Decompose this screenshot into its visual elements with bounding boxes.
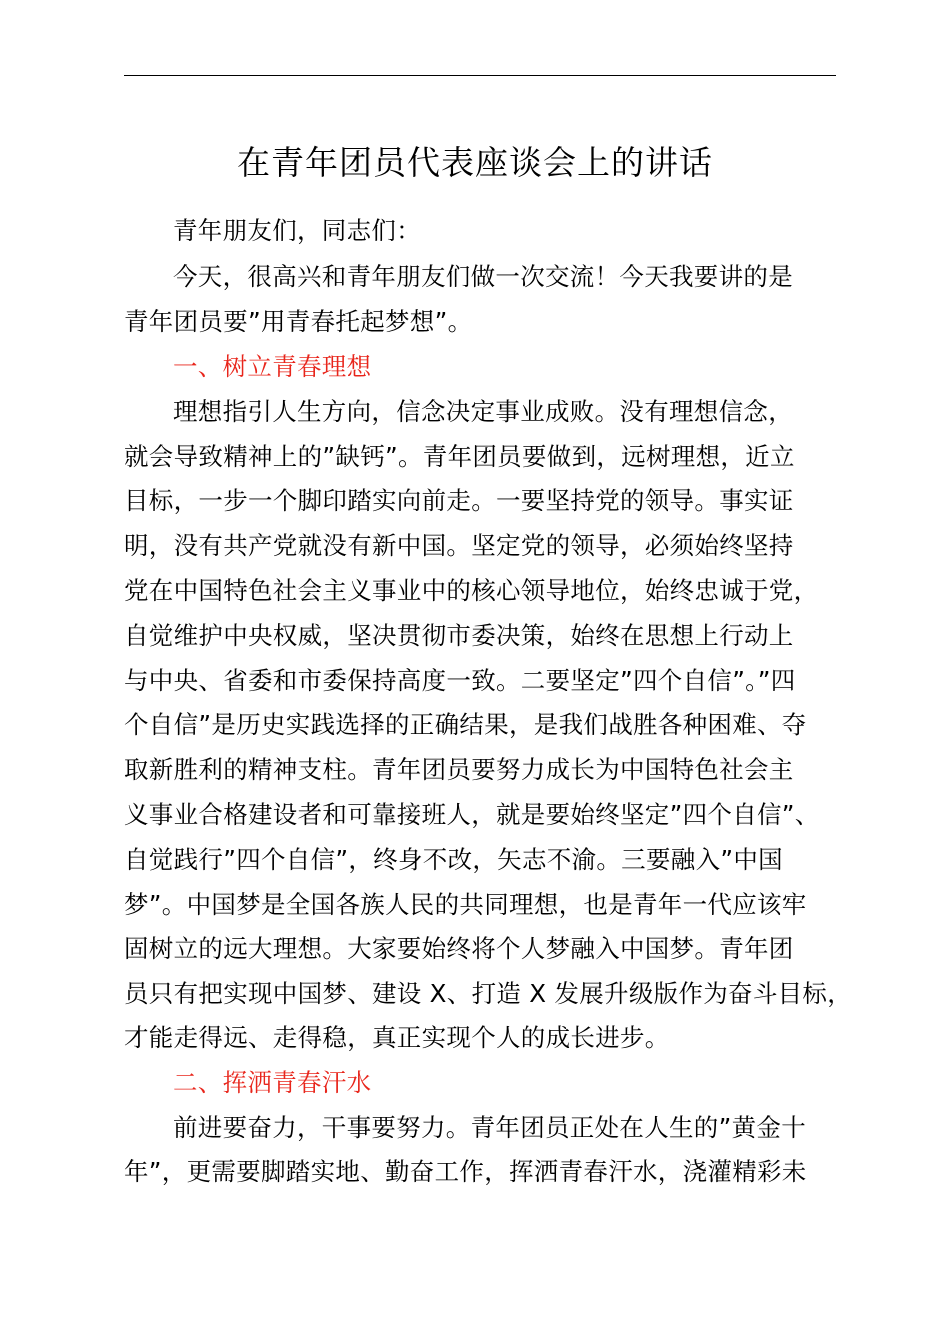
paragraph-line: 目标，一步一个脚印踏实向前走。一要坚持党的领导。事实证 (124, 486, 794, 515)
paragraph-line: 固树立的远大理想。大家要始终将个人梦融入中国梦。青年团 (124, 934, 794, 963)
paragraph-line: 理想指引人生方向，信念决定事业成败。没有理想信念， (173, 397, 793, 426)
paragraph-line: 前进要奋力，干事要努力。青年团员正处在人生的”黄金十 (173, 1113, 806, 1142)
document-title: 在青年团员代表座谈会上的讲话 (237, 143, 713, 182)
paragraph-line: 与中央、省委和市委保持高度一致。二要坚定”四个自信”。”四 (124, 666, 796, 695)
paragraph-line: 明，没有共产党就没有新中国。坚定党的领导，必须始终坚持 (124, 531, 794, 560)
section-heading-2: 二、挥洒青春汗水 (173, 1068, 372, 1097)
section-heading-1: 一、树立青春理想 (173, 352, 372, 381)
paragraph-line: 取新胜利的精神支柱。青年团员要努力成长为中国特色社会主 (124, 755, 794, 784)
paragraph-line: 才能走得远、走得稳，真正实现个人的成长进步。 (124, 1023, 670, 1052)
paragraph-line: 梦”。中国梦是全国各族人民的共同理想，也是青年一代应该牢 (124, 890, 807, 919)
paragraph-line: 个自信”是历史实践选择的正确结果，是我们战胜各种困难、夺 (124, 710, 807, 739)
header-rule (124, 75, 836, 76)
paragraph-line: 自觉维护中央权威，坚决贯彻市委决策，始终在思想上行动上 (124, 621, 794, 650)
intro-line: 今天，很高兴和青年朋友们做一次交流！今天我要讲的是 (173, 262, 793, 291)
paragraph-line: 年”，更需要脚踏实地、勤奋工作，挥洒青春汗水，浇灌精彩未 (124, 1157, 807, 1186)
salutation: 青年朋友们，同志们： (173, 216, 421, 245)
paragraph-line: 义事业合格建设者和可靠接班人，就是要始终坚定”四个自信”、 (124, 800, 820, 829)
paragraph-line: 就会导致精神上的”缺钙”。青年团员要做到，远树理想，近立 (124, 442, 795, 471)
paragraph-line: 党在中国特色社会主义事业中的核心领导地位，始终忠诚于党， (124, 576, 819, 605)
intro-line: 青年团员要”用青春托起梦想”。 (124, 307, 473, 336)
paragraph-line: 自觉践行”四个自信”，终身不改，矢志不渝。三要融入”中国 (124, 845, 783, 874)
paragraph-line: 员只有把实现中国梦、建设 X、打造 X 发展升级版作为奋斗目标， (124, 979, 853, 1008)
